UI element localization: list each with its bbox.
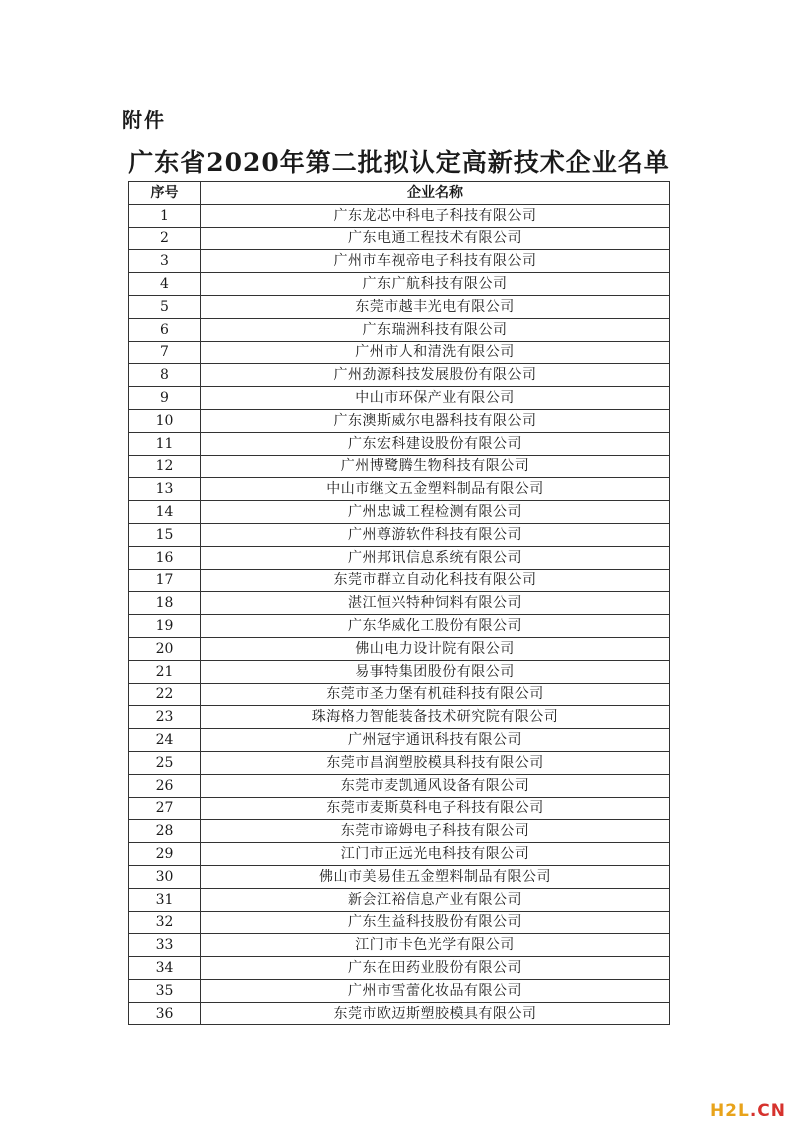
row-number: 11 bbox=[129, 432, 201, 455]
table-row bbox=[129, 387, 670, 410]
row-number: 4 bbox=[129, 273, 201, 296]
table-row bbox=[129, 501, 670, 524]
row-number: 10 bbox=[129, 409, 201, 432]
row-number: 36 bbox=[129, 1002, 201, 1025]
company-name: 中山市环保产业有限公司 bbox=[201, 387, 670, 410]
table-row bbox=[129, 273, 670, 296]
row-number: 31 bbox=[129, 888, 201, 911]
table-row bbox=[129, 341, 670, 364]
row-number: 2 bbox=[129, 227, 201, 250]
table-row bbox=[129, 227, 670, 250]
company-name: 广东在田药业股份有限公司 bbox=[201, 957, 670, 980]
table-row bbox=[129, 888, 670, 911]
row-number: 22 bbox=[129, 683, 201, 706]
row-number: 35 bbox=[129, 979, 201, 1002]
table-row bbox=[129, 364, 670, 387]
company-name: 易事特集团股份有限公司 bbox=[201, 660, 670, 683]
company-name: 广东华威化工股份有限公司 bbox=[201, 615, 670, 638]
row-number: 24 bbox=[129, 729, 201, 752]
table-row bbox=[129, 774, 670, 797]
table-row bbox=[129, 615, 670, 638]
company-name: 广州市车视帝电子科技有限公司 bbox=[201, 250, 670, 273]
company-name: 广东宏科建设股份有限公司 bbox=[201, 432, 670, 455]
table-row bbox=[129, 797, 670, 820]
row-number: 29 bbox=[129, 843, 201, 866]
watermark-part-1: H2L bbox=[709, 1101, 750, 1121]
table-row bbox=[129, 523, 670, 546]
row-number: 14 bbox=[129, 501, 201, 524]
row-number: 23 bbox=[129, 706, 201, 729]
row-number: 32 bbox=[129, 911, 201, 934]
table-row bbox=[129, 751, 670, 774]
table-row bbox=[129, 409, 670, 432]
company-name: 湛江恒兴特种饲料有限公司 bbox=[201, 592, 670, 615]
enterprise-table bbox=[128, 181, 670, 1025]
row-number: 18 bbox=[129, 592, 201, 615]
row-number: 30 bbox=[129, 865, 201, 888]
company-name: 东莞市麦斯莫科电子科技有限公司 bbox=[201, 797, 670, 820]
table-row bbox=[129, 318, 670, 341]
company-name: 广州尊游软件科技有限公司 bbox=[201, 523, 670, 546]
row-number: 13 bbox=[129, 478, 201, 501]
row-number: 1 bbox=[129, 204, 201, 227]
company-name: 广东电通工程技术有限公司 bbox=[201, 227, 670, 250]
table-row bbox=[129, 911, 670, 934]
table-row bbox=[129, 250, 670, 273]
table-body bbox=[129, 204, 670, 1025]
company-name: 广东生益科技股份有限公司 bbox=[201, 911, 670, 934]
company-name: 广东瑞洲科技有限公司 bbox=[201, 318, 670, 341]
document-title: 广东省2020年第二批拟认定高新技术企业名单 bbox=[128, 148, 670, 177]
company-name: 广州市雪蕾化妆品有限公司 bbox=[201, 979, 670, 1002]
table-row bbox=[129, 660, 670, 683]
row-number: 21 bbox=[129, 660, 201, 683]
row-number: 33 bbox=[129, 934, 201, 957]
site-watermark bbox=[710, 1101, 786, 1121]
row-number: 9 bbox=[129, 387, 201, 410]
table-row bbox=[129, 729, 670, 752]
company-name: 广东广航科技有限公司 bbox=[201, 273, 670, 296]
row-number: 17 bbox=[129, 569, 201, 592]
company-name: 东莞市越丰光电有限公司 bbox=[201, 295, 670, 318]
table-row bbox=[129, 295, 670, 318]
table-row bbox=[129, 592, 670, 615]
company-name: 东莞市麦凯通风设备有限公司 bbox=[201, 774, 670, 797]
row-number: 16 bbox=[129, 546, 201, 569]
company-name: 东莞市昌润塑胶模具科技有限公司 bbox=[201, 751, 670, 774]
watermark-part-2: .CN bbox=[749, 1101, 786, 1121]
company-name: 广东澳斯威尔电器科技有限公司 bbox=[201, 409, 670, 432]
company-name: 东莞市群立自动化科技有限公司 bbox=[201, 569, 670, 592]
table-row bbox=[129, 979, 670, 1002]
company-name: 中山市继文五金塑料制品有限公司 bbox=[201, 478, 670, 501]
table-row bbox=[129, 1002, 670, 1025]
company-name: 广州劲源科技发展股份有限公司 bbox=[201, 364, 670, 387]
column-header-name: 企业名称 bbox=[201, 182, 670, 205]
table-row bbox=[129, 455, 670, 478]
company-name: 江门市卡色光学有限公司 bbox=[201, 934, 670, 957]
table-row bbox=[129, 957, 670, 980]
company-name: 东莞市谛姆电子科技有限公司 bbox=[201, 820, 670, 843]
row-number: 28 bbox=[129, 820, 201, 843]
row-number: 25 bbox=[129, 751, 201, 774]
table-row bbox=[129, 432, 670, 455]
company-name: 广州忠诚工程检测有限公司 bbox=[201, 501, 670, 524]
table-row bbox=[129, 478, 670, 501]
row-number: 12 bbox=[129, 455, 201, 478]
row-number: 15 bbox=[129, 523, 201, 546]
row-number: 3 bbox=[129, 250, 201, 273]
table-row bbox=[129, 683, 670, 706]
table-row bbox=[129, 843, 670, 866]
company-name: 江门市正远光电科技有限公司 bbox=[201, 843, 670, 866]
row-number: 7 bbox=[129, 341, 201, 364]
attachment-label: 附件 bbox=[122, 108, 166, 132]
row-number: 20 bbox=[129, 637, 201, 660]
table-row bbox=[129, 934, 670, 957]
row-number: 26 bbox=[129, 774, 201, 797]
row-number: 8 bbox=[129, 364, 201, 387]
company-name: 广州冠宇通讯科技有限公司 bbox=[201, 729, 670, 752]
company-name: 佛山电力设计院有限公司 bbox=[201, 637, 670, 660]
table-row bbox=[129, 569, 670, 592]
row-number: 27 bbox=[129, 797, 201, 820]
company-name: 东莞市欧迈斯塑胶模具有限公司 bbox=[201, 1002, 670, 1025]
table-row bbox=[129, 820, 670, 843]
company-name: 新会江裕信息产业有限公司 bbox=[201, 888, 670, 911]
table-header-row bbox=[129, 182, 670, 205]
row-number: 5 bbox=[129, 295, 201, 318]
company-name: 佛山市美易佳五金塑料制品有限公司 bbox=[201, 865, 670, 888]
company-name: 广州博鹭腾生物科技有限公司 bbox=[201, 455, 670, 478]
company-name: 东莞市圣力堡有机硅科技有限公司 bbox=[201, 683, 670, 706]
column-header-number: 序号 bbox=[129, 182, 201, 205]
row-number: 19 bbox=[129, 615, 201, 638]
table-row bbox=[129, 865, 670, 888]
table-row bbox=[129, 706, 670, 729]
table-row bbox=[129, 204, 670, 227]
company-name: 广州邦讯信息系统有限公司 bbox=[201, 546, 670, 569]
company-name: 广州市人和清洗有限公司 bbox=[201, 341, 670, 364]
table-row bbox=[129, 637, 670, 660]
row-number: 34 bbox=[129, 957, 201, 980]
company-name: 广东龙芯中科电子科技有限公司 bbox=[201, 204, 670, 227]
table-row bbox=[129, 546, 670, 569]
row-number: 6 bbox=[129, 318, 201, 341]
company-name: 珠海格力智能装备技术研究院有限公司 bbox=[201, 706, 670, 729]
